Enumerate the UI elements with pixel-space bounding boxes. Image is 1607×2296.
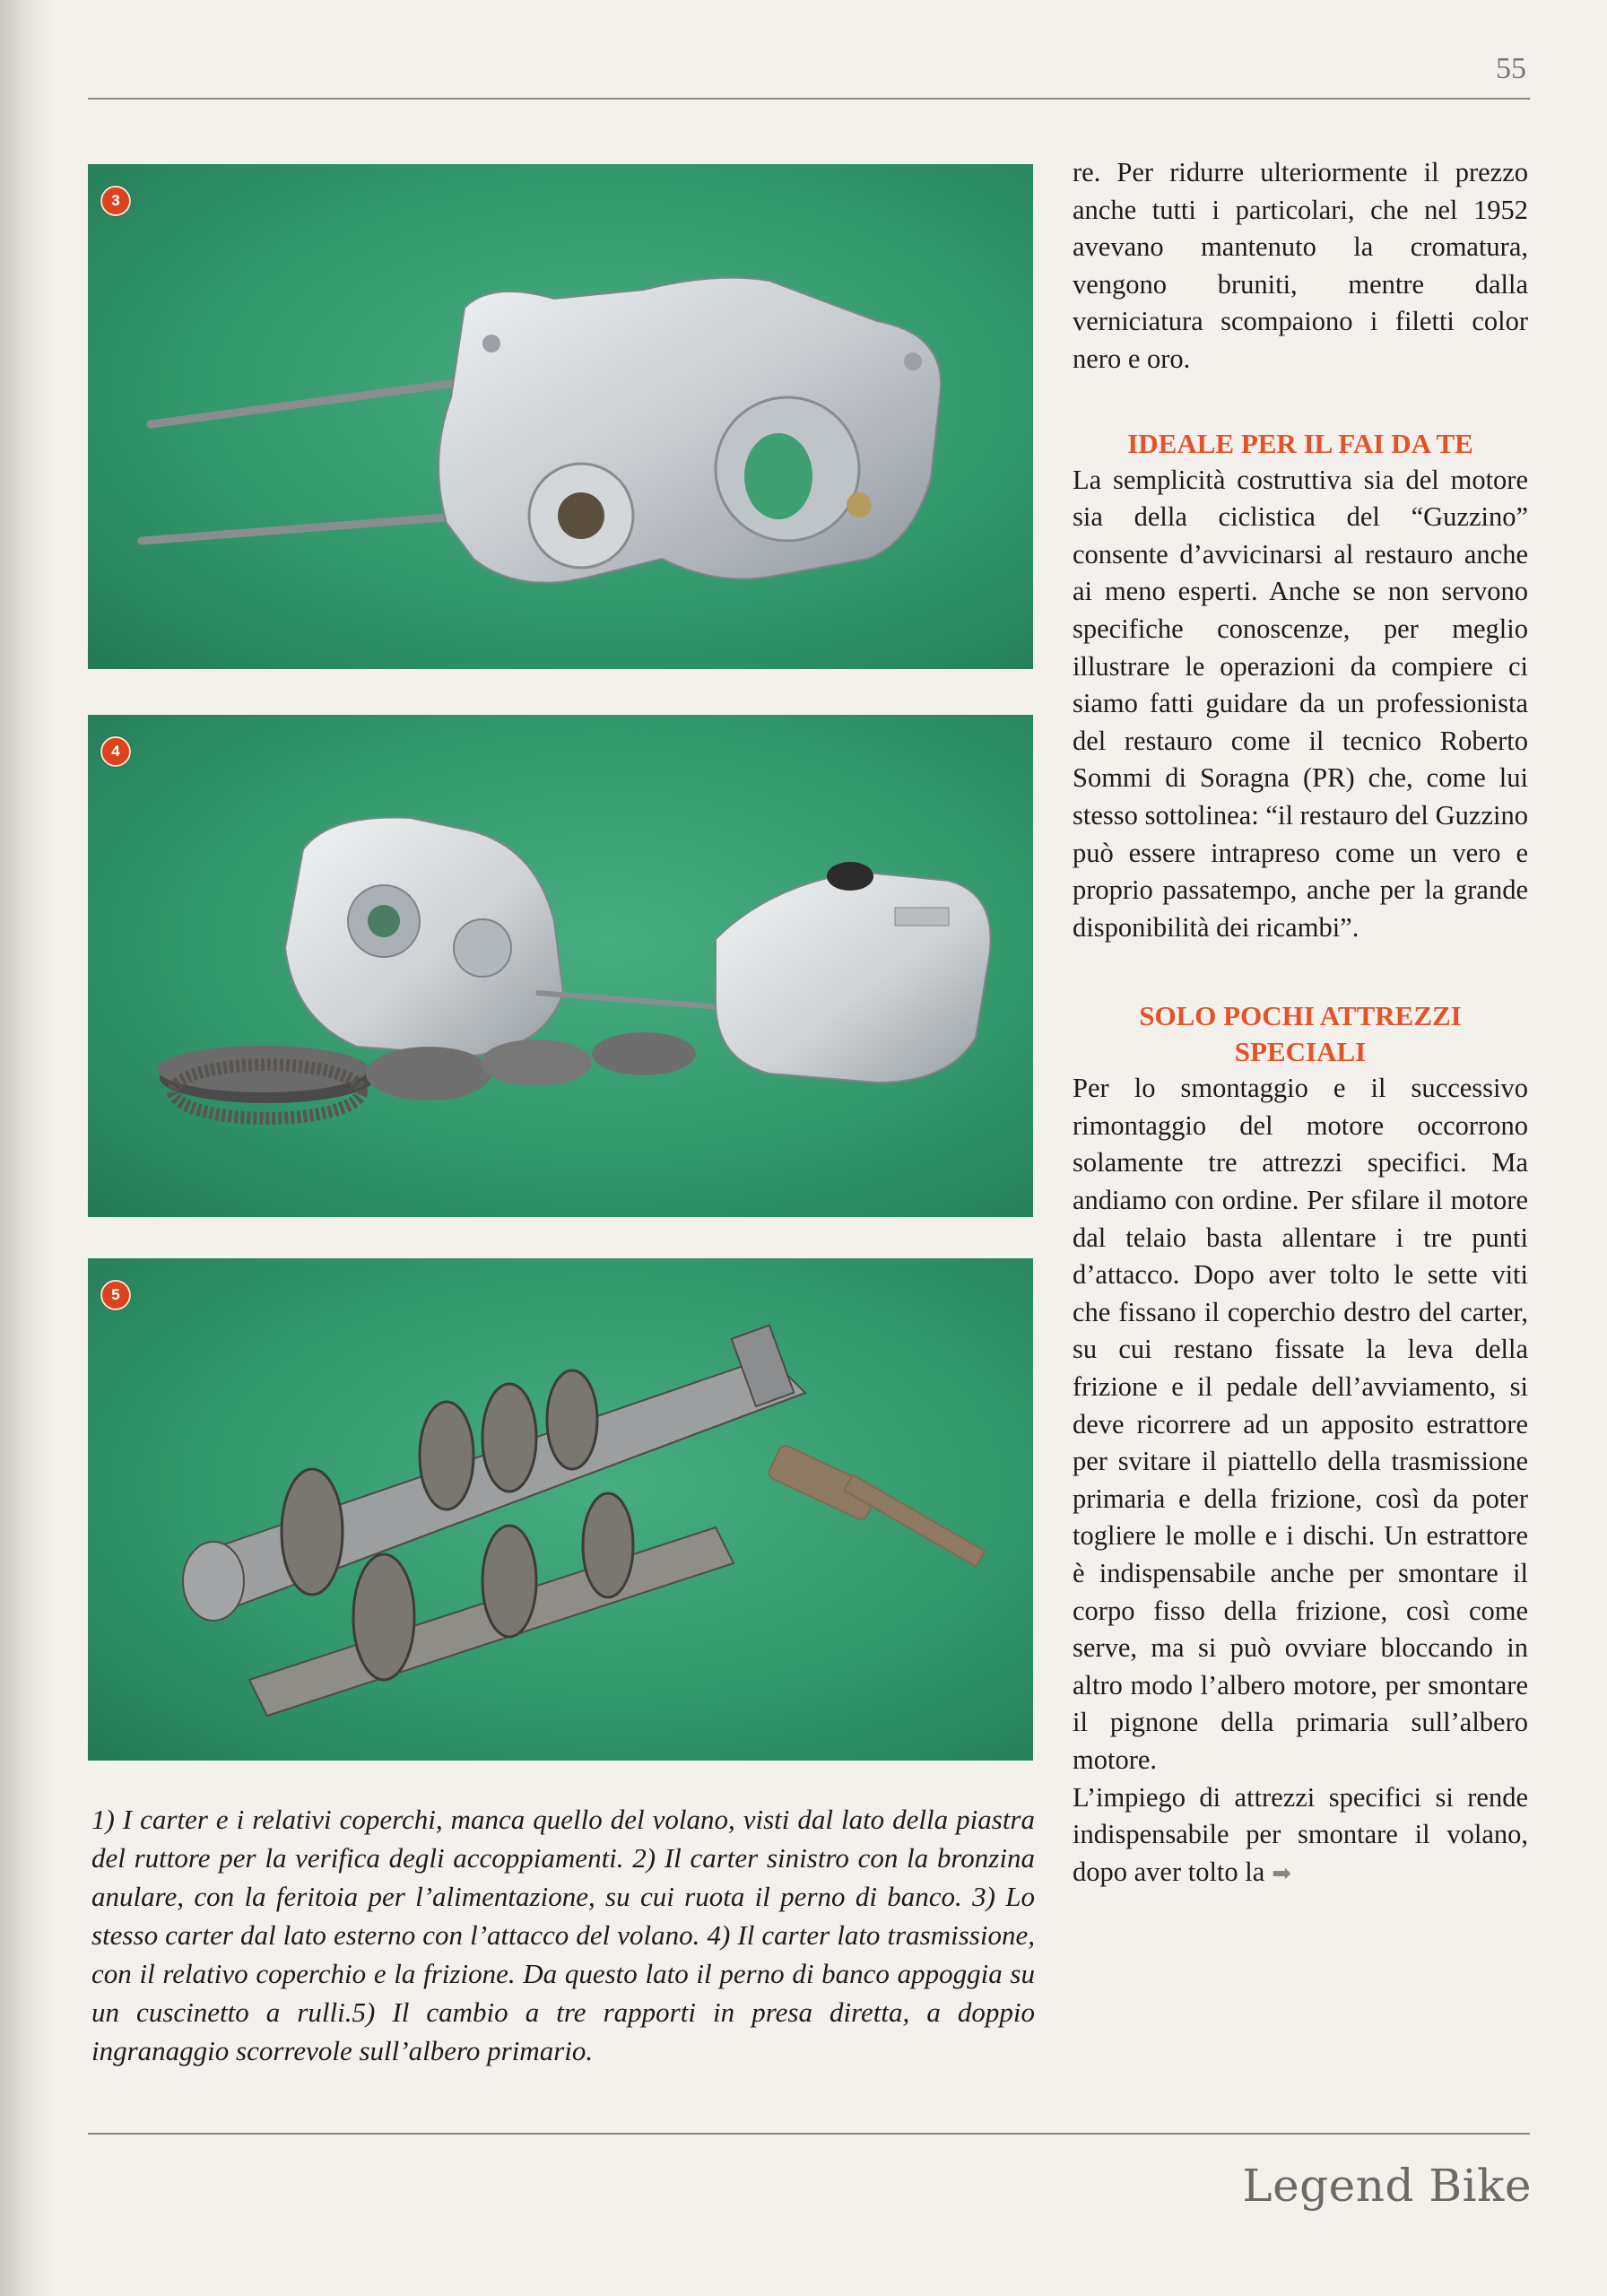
article-intro: re. Per ridurre ulteriormente il prezzo anche tutti i particolari, che nel 1952 avevano mantenuto la cromatura, vengono bruniti, mentre dalla verniciatura scompaiono i filetti color nero e oro. xyxy=(1073,157,1528,374)
continue-arrow-icon: ➡ xyxy=(1272,1859,1292,1887)
photo-carter-esterno xyxy=(88,164,1033,669)
carter-trasmissione-illustration xyxy=(88,715,1033,1217)
footer-rule xyxy=(88,2133,1530,2135)
header-rule xyxy=(88,98,1530,100)
magazine-logo: Legend Bike xyxy=(1242,2160,1532,2212)
article-paragraph: Per lo smontaggio e il successivo rimontaggio del motore occorrono solamente tre attrezzi specifici. Ma andiamo con ordine. Per sfilare il motore dal telaio basta allentare i tre punti d’attacco. Dopo aver tolto le sette viti che fissano il coperchio destro del carter, su cui restano fissate la leva della frizione e il pedale dell’avviamento, si deve ricorrere ad un apposito estrattore per svitare il piattello della trasmissione primaria e della frizione, così da poter togliere le molle e i dischi. Un estrattore è indispensabile anche per smontare il corpo fisso della frizione, così come serve, ma si può ovviare bloccando in altro modo l’albero motore, per smontare il pignone della primaria sull’albero motore. xyxy=(1073,1073,1528,1775)
article-paragraph-text: L’impiego di attrezzi specifici si rende indispensabile per smontare il volano, dopo aver tolto la xyxy=(1073,1781,1528,1887)
photo-badge: 3 xyxy=(100,186,131,216)
carter-esterno-illustration xyxy=(88,164,1033,669)
photo-badge: 4 xyxy=(100,736,131,767)
photo-cambio xyxy=(88,1258,1033,1761)
section-heading: IDEALE PER IL FAI DA TE xyxy=(1127,427,1473,459)
page-number: 55 xyxy=(1496,52,1526,85)
article-paragraph: La semplicità costruttiva sia del motore sia della ciclistica del “Guzzino” consente d’avvicinarsi al restauro anche ai meno esperti. Anche se non servono specifiche conoscenze, per meglio illustrare le operazioni da compiere ci siamo fatti guidare da un professionista del restauro come il tecnico Roberto Sommi di Soragna (PR) che, come lui stesso sottolinea: “il restauro del Guzzino può essere intrapreso come un vero e proprio passatempo, anche per la grande disponibilità dei ricambi”. xyxy=(1073,464,1528,943)
page-spine-shadow xyxy=(0,0,54,2296)
photo-badge: 5 xyxy=(100,1280,131,1310)
section-heading: SOLO POCHI ATTREZZI SPECIALI xyxy=(1139,1000,1462,1068)
photo-carter-trasmissione xyxy=(88,715,1033,1217)
photo-caption: 1) I carter e i relativi coperchi, manca quello del volano, visti dal lato della piastra del ruttore per la verifica degli accoppiamenti. 2) Il carter sinistro con la bronzina anulare, con la feritoia per l’alimentazione, su cui ruota il perno di banco. 3) Lo stesso carter dal lato esterno con l’attacco del volano. 4) Il carter lato trasmissione, con il relativo coperchio e la frizione. Da questo lato il perno di banco appoggia su un cuscinetto a rulli.5) Il cambio a tre rapporti in presa diretta, a doppio ingranaggio scorrevole sull’albero primario. xyxy=(91,1804,1035,2066)
article-paragraph xyxy=(1073,1779,1528,1893)
article-column xyxy=(1073,154,1528,1892)
cambio-illustration xyxy=(88,1258,1033,1761)
